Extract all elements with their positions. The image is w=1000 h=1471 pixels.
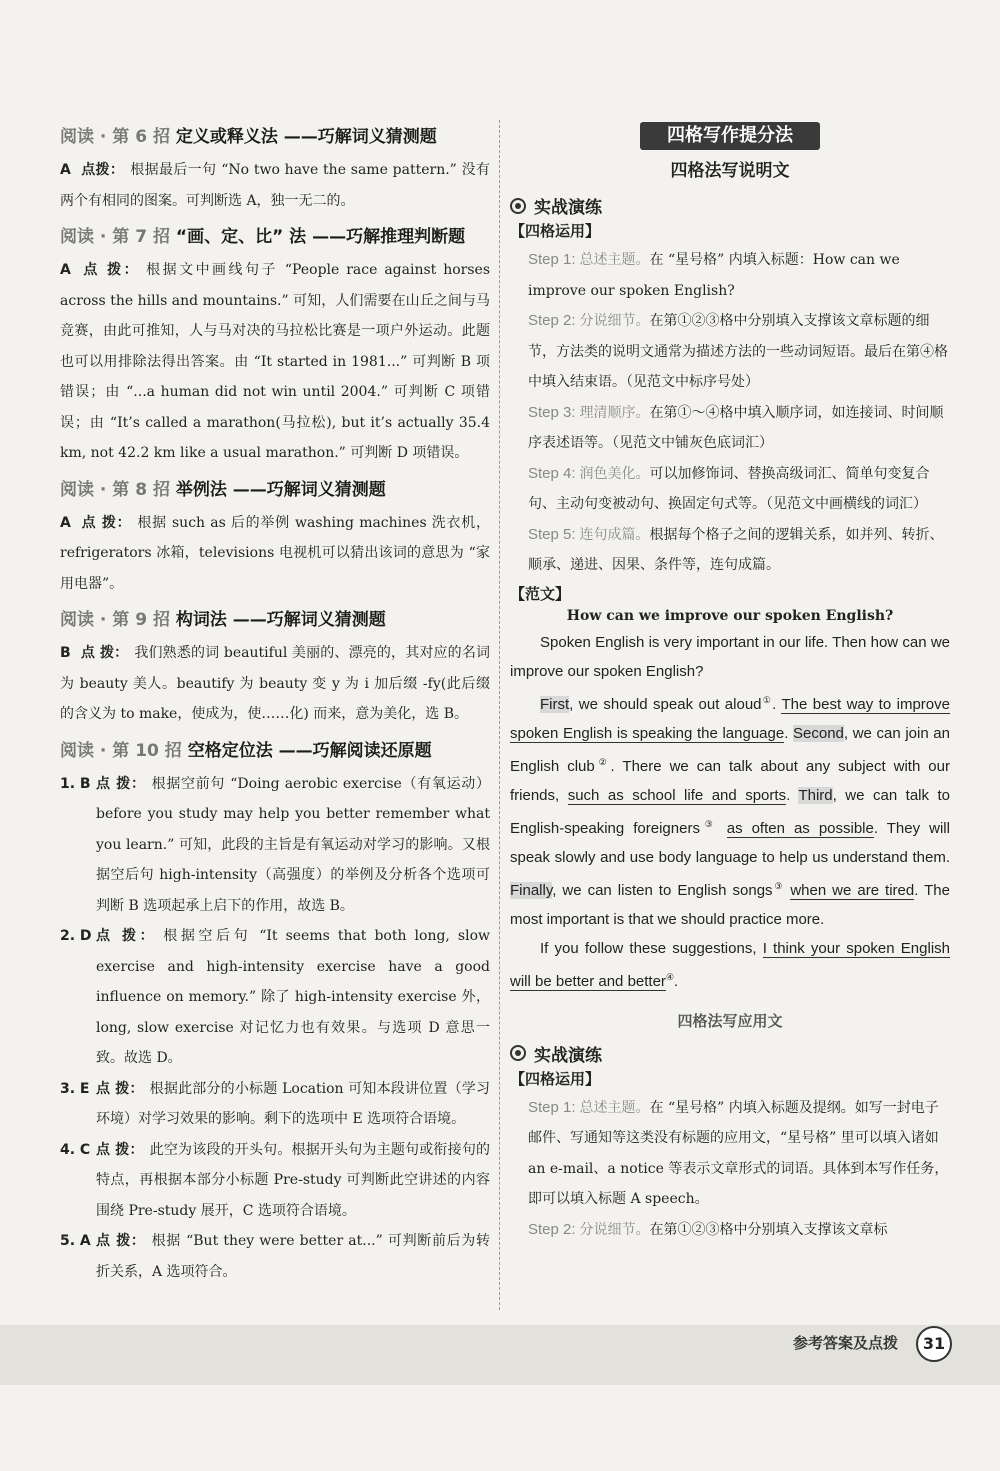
answer-paragraph <box>96 769 490 922</box>
answer-item <box>60 1074 490 1135</box>
step-name: 连句成篇。 <box>579 526 650 543</box>
marker: ② <box>594 756 611 767</box>
left-column <box>60 122 490 1287</box>
answer-number: 2. D <box>60 928 92 944</box>
answer-number: 5. A <box>60 1233 91 1249</box>
section-title <box>60 122 490 147</box>
target-icon <box>510 198 526 214</box>
step-text: 根据每个格子之间的逻辑关系，如并列、转折、顺承、递进、因果、条件等，连句成篇。 <box>528 526 944 573</box>
tip-label: 点 拨： <box>96 1233 146 1249</box>
section-10 <box>60 736 490 1288</box>
answer-text: 根据此部分的小标题 Location 可知本段讲位置（学习环境）对学习效果的影响。剩下的选项中 E 选项符合语境。 <box>96 1080 490 1127</box>
answer-paragraph <box>96 921 490 1074</box>
section-prefix: 阅读 · 第 7 招 <box>60 227 170 247</box>
step-label: Step 3: <box>528 403 576 421</box>
essay-text: If you follow these suggestions, <box>540 939 763 957</box>
tip-label: 点 拨： <box>96 1141 144 1158</box>
step-text: 在 “星号格” 内填入标题：How can we improve our spoken English? <box>528 252 900 299</box>
essay-text: , we should speak out aloud <box>569 695 762 713</box>
step-label: Step 1: <box>528 251 576 268</box>
answer-item <box>60 1135 490 1227</box>
step-name: 总述主题。 <box>579 252 650 268</box>
underlined-phrase: I think your spoken English will be better and better <box>510 939 950 990</box>
right-column <box>510 122 950 1245</box>
step-label: Step 5: <box>528 525 576 543</box>
essay-text: . They will speak slowly and use body language to help us understand them. <box>510 819 950 866</box>
essay-title: How can we improve our spoken English? <box>566 607 894 624</box>
step-label: Step 4: <box>528 464 576 482</box>
usage-heading: 【四格运用】 <box>510 222 601 240</box>
tip-label: 点 拨： <box>96 1080 144 1097</box>
answer-item <box>60 769 490 922</box>
step-label: Step 2: <box>528 312 576 329</box>
section-banner: 四格写作提分法 <box>640 122 820 150</box>
practice-heading-text: 实战演练 <box>534 198 602 218</box>
answer-item <box>60 1226 490 1287</box>
marker: ④ <box>665 971 675 982</box>
highlight-word: Finally <box>510 881 553 899</box>
section-prefix: 阅读 · 第 8 招 <box>60 479 170 500</box>
answer-text: 根据空后句 “It seems that both long, slow exercise and high-intensity exercise have a good influence on memory.” 除了 high-intensity exercise 外，long, slow exercise 对记忆力也有效果。与选项 D 意思一致。故选 D。 <box>96 928 490 1066</box>
step-name: 分说细节。 <box>579 313 650 329</box>
step-item <box>510 398 950 459</box>
highlight-word: First <box>540 695 570 713</box>
essay-text: . <box>674 972 679 990</box>
step-text: 在第①②③格中分别填入支撑该文章标题的细节，方法类的说明文通常为描述方法的一些动词短语。最后在第④格中填入结束语。（见范文中标序号处） <box>528 313 948 390</box>
target-icon <box>510 1045 526 1061</box>
step-item <box>510 459 950 520</box>
section-subheading: 四格法写应用文 <box>677 1011 783 1030</box>
step-item <box>510 306 950 398</box>
essay-text: . <box>772 695 782 713</box>
practice-heading-text: 实战演练 <box>534 1045 602 1066</box>
essay-text: , we can join an English club <box>510 724 950 775</box>
section-8 <box>60 475 490 600</box>
step-text: 可以加修饰词、替换高级词汇、简单句变复合句、主动句变被动句、换固定句式等。（见范文中画横线的词汇） <box>528 465 930 512</box>
essay-text: , we can listen to English songs <box>552 881 773 899</box>
highlight-word: Second <box>793 724 844 742</box>
answer-paragraph <box>96 1135 490 1227</box>
column-divider <box>499 120 500 1310</box>
underlined-phrase: when we are tired <box>790 881 915 899</box>
section-prefix: 阅读 · 第 9 招 <box>60 610 170 630</box>
essay-paragraph <box>510 686 950 934</box>
step-text: 在第①②③格中分别填入支撑该文章标 <box>649 1221 888 1238</box>
section-heading: “画、定、比” 法 ——巧解推理判断题 <box>175 227 466 247</box>
answer-paragraph <box>60 508 490 600</box>
section-heading: 空格定位法 ——巧解阅读还原题 <box>187 740 432 761</box>
highlight-word: Third <box>798 786 833 804</box>
section-subheading: 四格法写说明文 <box>670 161 790 181</box>
step-item <box>510 1093 950 1215</box>
answer-text: 根据 “But they were better at...” 可判断前后为转折关系，A 选项符合。 <box>96 1233 490 1280</box>
practice-heading <box>510 1041 950 1066</box>
answer-label: A <box>60 262 71 278</box>
step-name: 理清顺序。 <box>579 404 650 421</box>
step-name: 润色美化。 <box>579 465 650 482</box>
answer-label: A <box>60 162 71 178</box>
section-7 <box>60 222 490 469</box>
essay-text <box>718 820 727 837</box>
practice-heading <box>510 193 950 218</box>
answer-number: 4. C <box>60 1141 91 1158</box>
answer-text: 根据最后一句 “No two have the same pattern.” 没有两个有相同的图案。可判断选 A，独一无二的。 <box>60 162 491 209</box>
answer-label: B <box>60 645 71 661</box>
underlined-phrase: as often as possible <box>726 819 874 837</box>
page-number: 31 <box>916 1326 952 1362</box>
answer-text: 我们熟悉的词 beautiful 美丽的、漂亮的，其对应的名词为 beauty 美人。beautify 为 beauty 变 y 为 i 加后缀 -fy(此后缀的含义为 to make，使成为，使……化) 而来，意为美化，选 B。 <box>60 645 491 722</box>
usage-heading: 【四格运用】 <box>510 1069 601 1088</box>
essay-text: . <box>784 724 794 742</box>
step-label: Step 1: <box>528 1098 576 1116</box>
answer-text: 根据 such as 后的举例 washing machines 洗衣机，refrigerators 冰箱，televisions 电视机可以猜出该词的意思为 “家用电器”。 <box>60 514 490 592</box>
model-essay-label: 【范文】 <box>510 584 571 603</box>
marker: ③ <box>772 880 785 891</box>
tip-label: 点 拨： <box>96 775 146 792</box>
section-prefix: 阅读 · 第 10 招 <box>60 740 182 761</box>
essay-text: . <box>786 786 799 804</box>
section-heading: 举例法 ——巧解词义猜测题 <box>175 479 386 500</box>
answer-paragraph <box>96 1226 490 1287</box>
marker: ③ <box>699 818 718 829</box>
answer-item <box>60 921 490 1074</box>
section-title <box>60 605 490 630</box>
section-heading: 定义或释义法 ——巧解词义猜测题 <box>175 127 437 147</box>
footer-title: 参考答案及点拨 <box>792 1334 898 1352</box>
step-item <box>510 520 950 581</box>
underlined-phrase: The best way to improve spoken English is speaking the language <box>510 695 950 742</box>
tip-label: 点 拨： <box>80 514 132 531</box>
essay-text: . The most important is that we should practice more. <box>510 881 950 928</box>
tip-label: 点 拨： <box>96 928 158 944</box>
tip-label: 点 拨： <box>80 645 129 661</box>
tip-label: 点拨： <box>80 162 125 178</box>
answer-label: A <box>60 514 71 531</box>
marker: ① <box>761 694 773 705</box>
step-label: Step 2: <box>528 1220 576 1238</box>
section-6 <box>60 122 490 216</box>
answer-paragraph <box>60 155 490 216</box>
step-item <box>510 245 950 306</box>
answer-text: 根据空前句 “Doing aerobic exercise（有氧运动）before you study may help you better remember what you learn.” 可知，此段的主旨是有氧运动对学习的影响。又根据空后句 high-intensity（高强度）的举例及分析各个选项可判断 B 选项起承上启下的作用，故选 B。 <box>96 775 490 914</box>
section-heading: 构词法 ——巧解词义猜测题 <box>175 610 386 630</box>
section-9 <box>60 605 490 730</box>
essay-text: , we can talk to English-speaking foreigners <box>510 786 950 837</box>
answer-number: 1. B <box>60 775 91 792</box>
section-prefix: 阅读 · 第 6 招 <box>60 127 170 147</box>
section-title <box>60 475 490 500</box>
answer-number: 3. E <box>60 1080 90 1097</box>
step-name: 总述主题。 <box>579 1099 650 1116</box>
step-name: 分说细节。 <box>579 1221 650 1238</box>
section-title <box>60 736 490 761</box>
underlined-phrase: such as school life and sports <box>567 786 787 804</box>
answer-paragraph <box>60 638 490 730</box>
essay-paragraph: Spoken English is very important in our life. Then how can we improve our spoken English? <box>510 633 950 680</box>
tip-label: 点 拨： <box>80 262 141 278</box>
step-item <box>510 1215 950 1246</box>
answer-paragraph <box>60 255 490 469</box>
step-text: 在 “星号格” 内填入标题及提纲。如写一封电子邮件、写通知等这类没有标题的应用文，“星号格” 里可以填入诸如 an e-mail、a notice 等表示文章形式的词语。具体到本写作任务，即可以填入标题 A speech。 <box>528 1099 949 1207</box>
step-text: 在第①～④格中填入顺序词，如连接词、时间顺序表述语等。（见范文中铺灰色底词汇） <box>528 404 944 451</box>
answer-paragraph <box>96 1074 490 1135</box>
essay-text: . There we can talk about any subject with our friends, <box>510 757 950 804</box>
section-title <box>60 222 490 247</box>
answer-text: 根据文中画线句子 “People race against horses across the hills and mountains.” 可知，人们需要在山丘之间与马竞赛，由此可推知，人与马对决的马拉松比赛是一项户外运动。此题也可以用排除法得出答案。由 “It started in 1981...” 可判断 B 项错误；由 “...a human did not win until 2004.” 可判断 C 项错误；由 “It’s called a marathon(马拉松), but it’s actually 35.4 km, not 42.2 km like a usual marathon.” 可判断 D 项错误。 <box>60 262 490 461</box>
answer-text: 此空为该段的开头句。根据开头句为主题句或衔接句的特点，再根据本部分小标题 Pre-study 可判断此空讲述的内容围绕 Pre-study 展开，C 选项符合语境。 <box>96 1141 491 1219</box>
essay-paragraph <box>510 934 950 996</box>
